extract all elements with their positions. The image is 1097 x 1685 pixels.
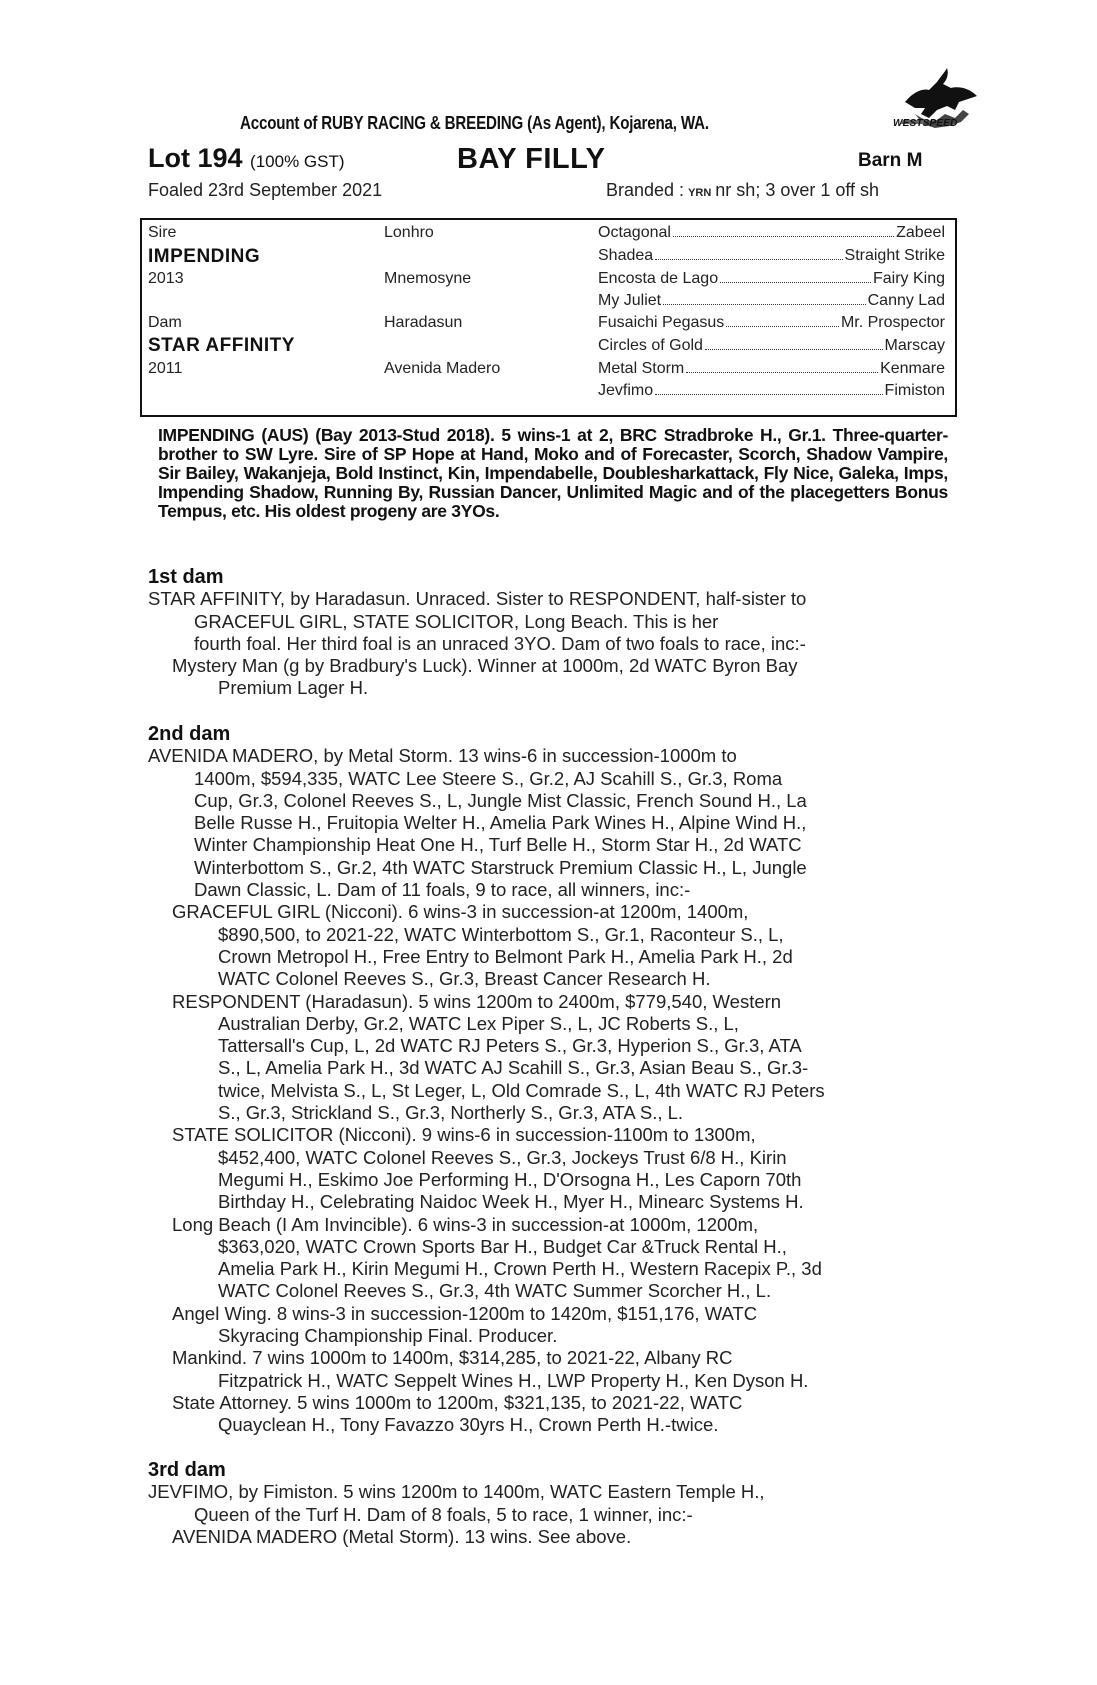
text-line: WATC Colonel Reeves S., Gr.3, Breast Cancer Research H. [218,968,711,990]
text-line: State Attorney. 5 wins 1000m to 1200m, $321,135, to 2021-22, WATC [172,1391,743,1413]
pedigree-gen2: Avenida Madero [384,360,501,377]
text-line: Queen of the Turf H. Dam of 8 foals, 5 to race, 1 winner, inc:- [194,1503,693,1525]
gen3-name: Shadea [598,247,654,264]
branded-info [606,180,879,201]
pedigree-gen2: Haradasun [384,314,463,331]
sire-label: Sire [148,224,177,241]
gen3-name: Metal Storm [598,360,685,377]
gen3-name: Circles of Gold [598,337,703,354]
barn-label: Barn M [858,150,923,171]
text-line: Skyracing Championship Final. Producer. [218,1325,558,1347]
text-line: GRACEFUL GIRL, STATE SOLICITOR, Long Beach. This is her [194,610,719,632]
pedigree-gen2: Lonhro [384,224,434,241]
dam-name: STAR AFFINITY [148,335,295,356]
branded-text: nr sh; 3 over 1 off sh [715,180,880,200]
text-line: STAR AFFINITY, by Haradasun. Unraced. Sister to RESPONDENT, half-sister to [148,588,807,610]
section-heading: 3rd dam [148,1459,226,1481]
gen3-sire: Zabeel [896,224,945,241]
second-dam-text [148,745,948,1436]
text-line: Amelia Park H., Kirin Megumi H., Crown Perth H., Western Racepix P., 3d [218,1258,822,1280]
text-line: Winterbottom S., Gr.2, 4th WATC Starstruck Premium Classic H., L, Jungle [194,856,807,878]
text-line: Mankind. 7 wins 1000m to 1400m, $314,285, to 2021-22, Albany RC [172,1347,733,1369]
text-line: Winter Championship Heat One H., Turf Belle H., Storm Star H., 2d WATC [194,834,802,856]
third-dam-text [148,1481,948,1548]
branded-label: Branded : [606,180,685,200]
text-line: STATE SOLICITOR (Nicconi). 9 wins-6 in succession-1100m to 1300m, [172,1124,756,1146]
pedigree-gen3-row [598,360,945,378]
text-line: Long Beach (I Am Invincible). 6 wins-3 in succession-at 1000m, 1200m, [172,1213,759,1235]
text-line: Premium Lager H. [218,677,369,699]
sire-year: 2013 [148,270,184,287]
text-line: Quayclean H., Tony Favazzo 30yrs H., Crown Perth H.-twice. [218,1414,719,1436]
text-line: Cup, Gr.3, Colonel Reeves S., L, Jungle Mist Classic, French Sound H., La [194,789,807,811]
gen3-sire: Marscay [884,337,945,354]
pedigree-gen3-row [598,247,945,265]
text-line: AVENIDA MADERO, by Metal Storm. 13 wins-6 in succession-1000m to [148,745,737,767]
pedigree-gen2: Mnemosyne [384,270,472,287]
third-dam-section [148,1459,948,1548]
text-line: Dawn Classic, L. Dam of 11 foals, 9 to race, all winners, inc:- [194,879,691,901]
text-line: Fitzpatrick H., WATC Seppelt Wines H., LWP Property H., Ken Dyson H. [218,1369,809,1391]
text-line: twice, Melvista S., L, St Leger, L, Old Comrade S., L, 4th WATC RJ Peters [218,1079,825,1101]
gen3-name: Jevfimo [598,382,654,399]
second-dam-section [148,723,948,1437]
text-line: RESPONDENT (Haradasun). 5 wins 1200m to 2400m, $779,540, Western [172,990,782,1012]
page-title: BAY FILLY [457,143,606,175]
logo-text: WESTSPEED [893,118,958,129]
first-dam-section [148,566,948,700]
vendor-account: Account of RUBY RACING & BREEDING (As Agent), Kojarena, WA. [240,113,709,133]
text-line: GRACEFUL GIRL (Nicconi). 6 wins-3 in succession-at 1200m, 1400m, [172,901,749,923]
pedigree-gen3-row [598,292,945,310]
text-line: JEVFIMO, by Fimiston. 5 wins 1200m to 1400m, WATC Eastern Temple H., [148,1481,765,1503]
pedigree-gen3-row [598,314,945,332]
section-heading: 1st dam [148,566,224,588]
sire-name: IMPENDING [148,246,261,267]
gen3-name: Encosta de Lago [598,270,719,287]
dam-year: 2011 [148,360,183,377]
pedigree-table [140,218,957,417]
gen3-sire: Fairy King [872,270,945,287]
gen3-sire: Fimiston [884,382,945,399]
text-line: fourth foal. Her third foal is an unraced 3YO. Dam of two foals to race, inc:- [194,632,806,654]
gen3-sire: Mr. Prospector [840,314,945,331]
text-line: $452,400, WATC Colonel Reeves S., Gr.3, Jockeys Trust 6/8 H., Kirin [218,1146,787,1168]
text-line: Birthday H., Celebrating Naidoc Week H., Myer H., Minearc Systems H. [218,1191,804,1213]
text-line: Megumi H., Eskimo Joe Performing H., D'Orsogna H., Les Caporn 70th [218,1168,802,1190]
gen3-name: Fusaichi Pegasus [598,314,725,331]
gen3-name: My Juliet [598,292,662,309]
section-heading: 2nd dam [148,723,231,745]
gen3-name: Octagonal [598,224,671,241]
text-line: 1400m, $594,335, WATC Lee Steere S., Gr.2, AJ Scahill S., Gr.3, Roma [194,767,783,789]
text-line: Australian Derby, Gr.2, WATC Lex Piper S., L, JC Roberts S., L, [218,1012,739,1034]
text-line: Tattersall's Cup, L, 2d WATC RJ Peters S., Gr.3, Hyperion S., Gr.3, ATA [218,1035,802,1057]
foaled-date: Foaled 23rd September 2021 [148,180,383,200]
first-dam-text [148,588,948,699]
gst-label: (100% GST) [250,152,345,171]
pedigree-gen3-row [598,270,945,288]
text-line: S., L, Amelia Park H., 3d WATC AJ Scahill S., Gr.3, Asian Beau S., Gr.3- [218,1057,809,1079]
sire-summary: IMPENDING (AUS) (Bay 2013-Stud 2018). 5 wins-1 at 2, BRC Stradbroke H., Gr.1. Three-quarter-brother to SW Lyre. Sire of SP Hope at Hand, Moko and of Forecaster, Scorch, Shadow Vampire, Sir Bailey, Wakanjeja, Bold Instinct, Kin, Impendabelle, Doublesharkattack, Fly Nice, Galeka, Imps, Impending Shadow, Running By, Russian Dancer, Unlimited Magic and of the placegetters Bonus Tempus, etc. His oldest progeny are 3YOs. [158,425,948,521]
text-line: Angel Wing. 8 wins-3 in succession-1200m to 1420m, $151,176, WATC [172,1302,758,1324]
pedigree-gen3-row [598,337,945,355]
text-line: $363,020, WATC Crown Sports Bar H., Budget Car &Truck Rental H., [218,1235,787,1257]
text-line: Mystery Man (g by Bradbury's Luck). Winner at 1000m, 2d WATC Byron Bay [172,655,798,677]
lot-number [148,143,345,174]
gen3-sire: Straight Strike [844,247,945,264]
pedigree-gen3-row [598,382,945,400]
text-line: AVENIDA MADERO (Metal Storm). 13 wins. See above. [172,1525,632,1547]
lot-label: Lot 194 [148,143,243,173]
text-line: Belle Russe H., Fruitopia Welter H., Amelia Park Wines H., Alpine Wind H., [194,812,807,834]
pedigree-gen3-row [598,224,945,242]
brand-mark: YRN [688,187,712,199]
text-line: S., Gr.3, Strickland S., Gr.3, Northerly S., Gr.3, ATA S., L. [218,1102,684,1124]
gen3-sire: Kenmare [880,360,945,377]
gen3-sire: Canny Lad [867,292,945,309]
text-line: $890,500, to 2021-22, WATC Winterbottom S., Gr.1, Raconteur S., L, [218,923,784,945]
text-line: Crown Metropol H., Free Entry to Belmont Park H., Amelia Park H., 2d [218,945,793,967]
dam-label: Dam [148,314,182,331]
text-line: WATC Colonel Reeves S., Gr.3, 4th WATC Summer Scorcher H., L. [218,1280,772,1302]
